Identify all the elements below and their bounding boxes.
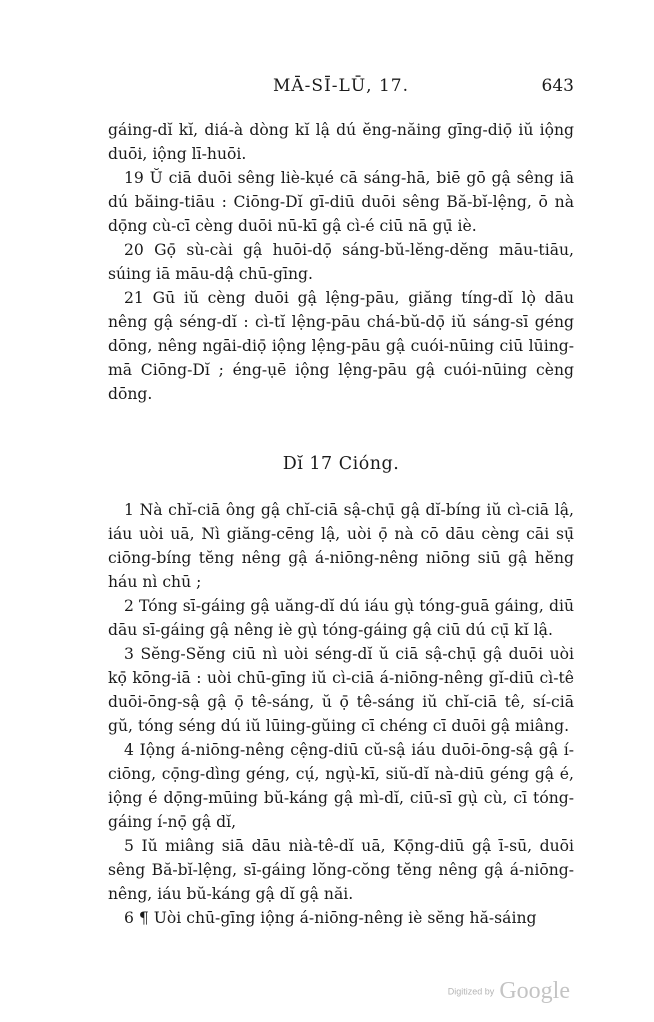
verse-5: 5 Iŭ miâng siā dāu nià-tê-dĭ uā, Kọ̄ng-diū gậ ī-sū, duōi sêng Bă-bĭ-lệng, sī-gáing lŏng-cŏng tĕng nêng gậ á-niōng-nêng, iáu bŭ-káng gậ dĭ gậ năi. [108, 837, 574, 903]
digitized-watermark [448, 978, 570, 1005]
verse-3: 3 Sĕng-Sĕng ciū nì uòi séng-dĭ ŭ ciā sậ-chụ̄ gậ duōi uòi kọ̄ kōng-iā : uòi chū-gīng iŭ cì-ciā á-niōng-nêng gĭ-diū cì-tê duōi-ōng-sậ gậ ọ̄ tê-sáng, ŭ ọ̄ tê-sáng iŭ chĭ-ciā tê, sí-ciā gŭ, tóng séng dú iŭ lūing-gŭing cī chéng cī duōi gậ miâng. [108, 645, 574, 735]
verse-2: 2 Tóng sī-gáing gậ uăng-dĭ dú iáu gụ̀ tóng-guā gáing, diū dāu sī-gáing gậ nêng iè gụ̀ tóng-gáing gậ ciū dú cụ̄ kĭ lậ. [108, 597, 574, 639]
verse-21: 21 Gū iŭ cèng duōi gậ lệng-pāu, giăng tíng-dĭ lọ̀ dāu nêng gậ séng-dĭ : cì-tĭ lệng-pāu chá-bŭ-dọ̄ iŭ sáng-sī géng dōng, nêng ngāi-diọ̄ iộng lệng-pāu gậ cuói-nūing ciū lūing-mā Ciōng-Dĭ ; éng-ụē iộng lệng-pāu gậ cuói-nūing cèng dōng. [108, 289, 574, 403]
google-logo: Google [499, 978, 570, 1004]
page-number: 643 [541, 76, 574, 96]
verse-19: 19 Ŭ ciā duōi sêng liè-kụé cā sáng-hā, biē gō gậ sêng iā dú băing-tiāu : Ciōng-Dĭ gī-diū duōi sêng Bă-bĭ-lệng, ō nà dọ̄ng cù-cī cèng duōi nū-kī gậ cì-é ciū nā gụ̄ iè. [108, 169, 574, 235]
paragraph-continuation: gáing-dĭ kĭ, diá-à dòng kĭ lậ dú ĕng-năing gīng-diọ̄ iŭ iộng duōi, iộng lī-huōi. [108, 121, 574, 163]
verse-4: 4 Iộng á-niōng-nêng cệng-diū cŭ-sậ iáu duōi-ōng-sậ gậ í-ciōng, cọ̄ng-dìng géng, cụ́, ngụ̀-kī, siŭ-dĭ nà-diū géng gậ é, iộng é dọ̄ng-mūing bŭ-káng gậ mì-dĭ, ciū-sī gụ̀ cù, cī tóng-gáing í-nọ̄ gậ dĭ, [108, 741, 574, 831]
page-body [108, 118, 574, 930]
verse-1: 1 Nà chĭ-ciā ông gậ chĭ-ciā sậ-chụ̄ gậ dĭ-bíng iŭ cì-ciā lậ, iáu uòi uā, Nì giăng-cēng lậ, uòi ọ̄ nà cō dāu cèng cāi sụ̄ ciōng-bíng tĕng nêng gậ á-niōng-nêng niōng siū gậ hĕng háu nì chū ; [108, 501, 574, 591]
chapter-heading: Dĭ 17 Cióng. [282, 454, 400, 474]
digitized-label: Digitized by [447, 986, 495, 997]
verse-20: 20 Gọ̄ sù-cài gậ huōi-dọ̄ sáng-bŭ-lĕng-dĕng māu-tiāu, súing iā māu-dậ chū-gīng. [108, 241, 574, 283]
page-header [108, 76, 574, 98]
running-title: MĀ-SĪ-LŪ, 17. [273, 76, 409, 96]
verse-6: 6 ¶ Uòi chū-gīng iộng á-niōng-nêng iè sĕng hă-sáing [124, 909, 537, 927]
